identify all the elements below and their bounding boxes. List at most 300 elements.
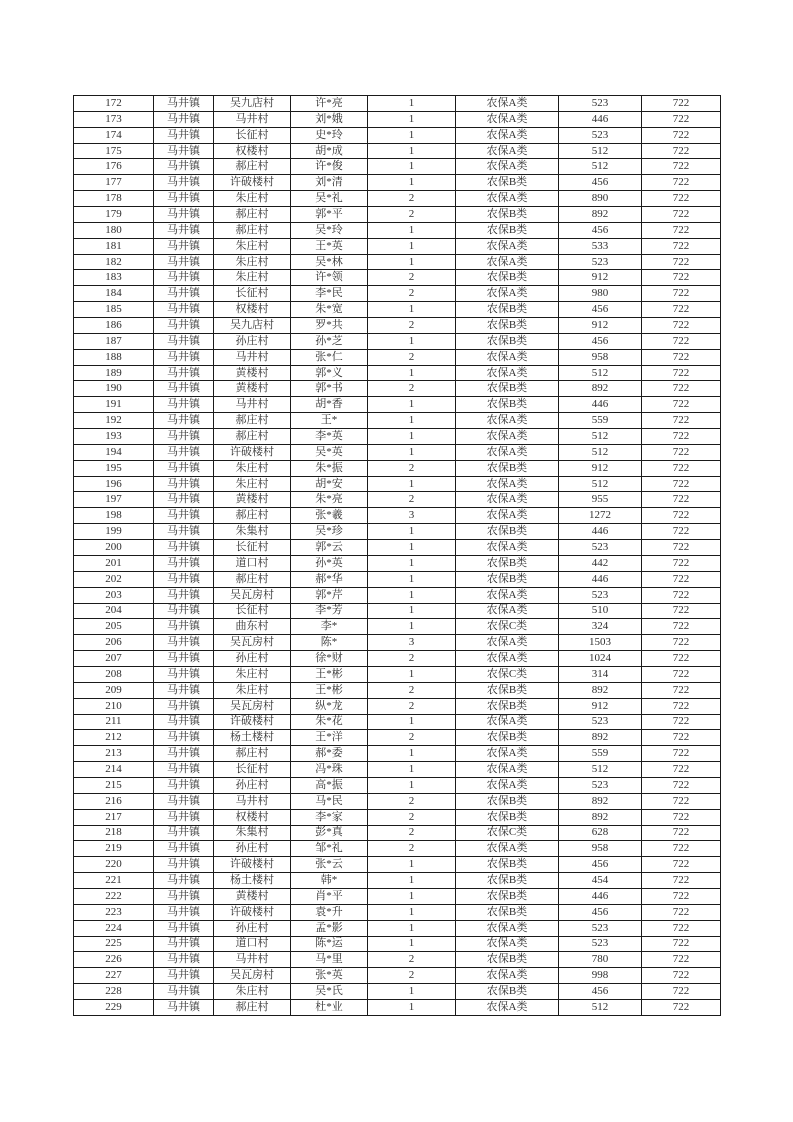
table-row [74, 714, 721, 730]
cell-serial-number: 226 [74, 952, 154, 968]
cell-standard: 722 [642, 984, 721, 1000]
cell-participant-count: 2 [368, 952, 456, 968]
cell-serial-number: 178 [74, 191, 154, 207]
cell-participant-count: 2 [368, 492, 456, 508]
cell-insurance-category: 农保A类 [456, 254, 559, 270]
cell-amount: 523 [559, 96, 642, 112]
cell-serial-number: 212 [74, 730, 154, 746]
cell-town: 马井镇 [154, 191, 214, 207]
cell-serial-number: 210 [74, 698, 154, 714]
cell-amount: 533 [559, 238, 642, 254]
cell-insurance-category: 农保B类 [456, 984, 559, 1000]
cell-serial-number: 187 [74, 333, 154, 349]
cell-participant-count: 1 [368, 571, 456, 587]
cell-amount: 523 [559, 936, 642, 952]
cell-standard: 722 [642, 651, 721, 667]
cell-participant-count: 1 [368, 175, 456, 191]
cell-amount: 1024 [559, 651, 642, 667]
cell-village: 许破楼村 [214, 444, 291, 460]
cell-town: 马井镇 [154, 429, 214, 445]
cell-standard: 722 [642, 841, 721, 857]
cell-village: 黄楼村 [214, 365, 291, 381]
cell-person-name: 杜*业 [291, 999, 368, 1015]
cell-standard: 722 [642, 999, 721, 1015]
cell-village: 权楼村 [214, 302, 291, 318]
cell-serial-number: 206 [74, 635, 154, 651]
cell-amount: 958 [559, 349, 642, 365]
cell-person-name: 高*振 [291, 777, 368, 793]
cell-person-name: 刘*娥 [291, 111, 368, 127]
cell-amount: 512 [559, 365, 642, 381]
cell-standard: 722 [642, 952, 721, 968]
cell-standard: 722 [642, 413, 721, 429]
cell-person-name: 许*领 [291, 270, 368, 286]
cell-standard: 722 [642, 587, 721, 603]
cell-insurance-category: 农保A类 [456, 365, 559, 381]
cell-standard: 722 [642, 936, 721, 952]
cell-standard: 722 [642, 873, 721, 889]
cell-participant-count: 1 [368, 904, 456, 920]
cell-village: 朱庄村 [214, 238, 291, 254]
table-row [74, 254, 721, 270]
cell-serial-number: 202 [74, 571, 154, 587]
cell-person-name: 王*英 [291, 238, 368, 254]
cell-town: 马井镇 [154, 857, 214, 873]
cell-village: 黄楼村 [214, 888, 291, 904]
cell-person-name: 朱*振 [291, 460, 368, 476]
cell-insurance-category: 农保A类 [456, 587, 559, 603]
table-row [74, 635, 721, 651]
cell-standard: 722 [642, 222, 721, 238]
cell-participant-count: 1 [368, 555, 456, 571]
cell-serial-number: 191 [74, 397, 154, 413]
table-row [74, 175, 721, 191]
records-table-body [74, 96, 721, 1016]
cell-participant-count: 1 [368, 714, 456, 730]
cell-village: 孙庄村 [214, 920, 291, 936]
cell-town: 马井镇 [154, 96, 214, 112]
cell-standard: 722 [642, 286, 721, 302]
cell-amount: 912 [559, 270, 642, 286]
cell-participant-count: 1 [368, 888, 456, 904]
cell-insurance-category: 农保B类 [456, 857, 559, 873]
table-row [74, 857, 721, 873]
cell-serial-number: 186 [74, 318, 154, 334]
cell-village: 朱庄村 [214, 666, 291, 682]
cell-insurance-category: 农保C类 [456, 666, 559, 682]
cell-participant-count: 1 [368, 429, 456, 445]
cell-amount: 523 [559, 127, 642, 143]
cell-amount: 892 [559, 207, 642, 223]
table-row [74, 984, 721, 1000]
cell-town: 马井镇 [154, 159, 214, 175]
table-row [74, 619, 721, 635]
cell-person-name: 郝*华 [291, 571, 368, 587]
cell-village: 郝庄村 [214, 508, 291, 524]
cell-amount: 512 [559, 143, 642, 159]
cell-insurance-category: 农保B类 [456, 175, 559, 191]
cell-serial-number: 228 [74, 984, 154, 1000]
cell-town: 马井镇 [154, 809, 214, 825]
cell-town: 马井镇 [154, 762, 214, 778]
cell-person-name: 徐*财 [291, 651, 368, 667]
cell-insurance-category: 农保A类 [456, 349, 559, 365]
cell-serial-number: 181 [74, 238, 154, 254]
cell-person-name: 张*羲 [291, 508, 368, 524]
cell-town: 马井镇 [154, 984, 214, 1000]
cell-village: 朱庄村 [214, 984, 291, 1000]
cell-person-name: 朱*花 [291, 714, 368, 730]
cell-serial-number: 208 [74, 666, 154, 682]
cell-village: 吴瓦房村 [214, 587, 291, 603]
cell-participant-count: 1 [368, 984, 456, 1000]
cell-standard: 722 [642, 635, 721, 651]
cell-insurance-category: 农保B类 [456, 571, 559, 587]
cell-amount: 523 [559, 777, 642, 793]
cell-person-name: 吴*礼 [291, 191, 368, 207]
cell-serial-number: 217 [74, 809, 154, 825]
cell-town: 马井镇 [154, 746, 214, 762]
cell-insurance-category: 农保B类 [456, 270, 559, 286]
cell-village: 吴瓦房村 [214, 698, 291, 714]
cell-standard: 722 [642, 397, 721, 413]
cell-insurance-category: 农保A类 [456, 968, 559, 984]
cell-town: 马井镇 [154, 302, 214, 318]
cell-village: 许破楼村 [214, 175, 291, 191]
table-row [74, 587, 721, 603]
table-row [74, 460, 721, 476]
cell-participant-count: 1 [368, 920, 456, 936]
cell-village: 朱庄村 [214, 460, 291, 476]
cell-person-name: 郭*云 [291, 540, 368, 556]
table-row [74, 777, 721, 793]
table-row [74, 222, 721, 238]
cell-insurance-category: 农保A类 [456, 936, 559, 952]
cell-serial-number: 214 [74, 762, 154, 778]
cell-insurance-category: 农保C类 [456, 619, 559, 635]
cell-person-name: 王*彬 [291, 682, 368, 698]
cell-participant-count: 1 [368, 365, 456, 381]
cell-person-name: 陈*运 [291, 936, 368, 952]
cell-serial-number: 204 [74, 603, 154, 619]
cell-village: 朱集村 [214, 825, 291, 841]
cell-person-name: 郭*芹 [291, 587, 368, 603]
cell-insurance-category: 农保A类 [456, 841, 559, 857]
cell-village: 朱庄村 [214, 682, 291, 698]
cell-amount: 442 [559, 555, 642, 571]
cell-insurance-category: 农保B类 [456, 952, 559, 968]
cell-amount: 512 [559, 429, 642, 445]
cell-amount: 523 [559, 920, 642, 936]
cell-town: 马井镇 [154, 603, 214, 619]
cell-participant-count: 1 [368, 857, 456, 873]
cell-serial-number: 175 [74, 143, 154, 159]
cell-person-name: 张*仁 [291, 349, 368, 365]
cell-village: 郝庄村 [214, 571, 291, 587]
cell-serial-number: 213 [74, 746, 154, 762]
cell-person-name: 张*云 [291, 857, 368, 873]
cell-serial-number: 227 [74, 968, 154, 984]
table-row [74, 207, 721, 223]
cell-town: 马井镇 [154, 666, 214, 682]
cell-participant-count: 1 [368, 762, 456, 778]
cell-village: 朱庄村 [214, 191, 291, 207]
cell-serial-number: 218 [74, 825, 154, 841]
cell-insurance-category: 农保A类 [456, 111, 559, 127]
table-row [74, 444, 721, 460]
cell-town: 马井镇 [154, 349, 214, 365]
cell-serial-number: 197 [74, 492, 154, 508]
cell-village: 吴九店村 [214, 318, 291, 334]
cell-village: 黄楼村 [214, 492, 291, 508]
cell-participant-count: 1 [368, 476, 456, 492]
cell-insurance-category: 农保A类 [456, 96, 559, 112]
cell-participant-count: 1 [368, 999, 456, 1015]
cell-serial-number: 219 [74, 841, 154, 857]
table-row [74, 825, 721, 841]
cell-standard: 722 [642, 857, 721, 873]
cell-person-name: 孟*影 [291, 920, 368, 936]
cell-standard: 722 [642, 666, 721, 682]
cell-village: 马井村 [214, 349, 291, 365]
cell-insurance-category: 农保A类 [456, 429, 559, 445]
cell-person-name: 马*里 [291, 952, 368, 968]
cell-amount: 446 [559, 571, 642, 587]
cell-serial-number: 190 [74, 381, 154, 397]
cell-standard: 722 [642, 714, 721, 730]
table-row [74, 999, 721, 1015]
table-row [74, 555, 721, 571]
cell-town: 马井镇 [154, 492, 214, 508]
cell-town: 马井镇 [154, 175, 214, 191]
table-row [74, 841, 721, 857]
cell-village: 马井村 [214, 952, 291, 968]
cell-insurance-category: 农保A类 [456, 746, 559, 762]
cell-standard: 722 [642, 207, 721, 223]
table-row [74, 873, 721, 889]
cell-amount: 780 [559, 952, 642, 968]
cell-village: 权楼村 [214, 143, 291, 159]
cell-standard: 722 [642, 777, 721, 793]
table-row [74, 952, 721, 968]
cell-person-name: 袁*升 [291, 904, 368, 920]
cell-participant-count: 1 [368, 222, 456, 238]
cell-town: 马井镇 [154, 777, 214, 793]
cell-person-name: 朱*亮 [291, 492, 368, 508]
table-row [74, 191, 721, 207]
cell-insurance-category: 农保B类 [456, 333, 559, 349]
cell-person-name: 李* [291, 619, 368, 635]
cell-amount: 512 [559, 999, 642, 1015]
table-row [74, 238, 721, 254]
cell-amount: 890 [559, 191, 642, 207]
cell-serial-number: 223 [74, 904, 154, 920]
cell-amount: 314 [559, 666, 642, 682]
table-row [74, 492, 721, 508]
cell-serial-number: 229 [74, 999, 154, 1015]
cell-person-name: 王*洋 [291, 730, 368, 746]
cell-person-name: 郭*义 [291, 365, 368, 381]
cell-participant-count: 1 [368, 873, 456, 889]
table-row [74, 793, 721, 809]
cell-person-name: 史*玲 [291, 127, 368, 143]
cell-person-name: 陈* [291, 635, 368, 651]
cell-town: 马井镇 [154, 318, 214, 334]
cell-village: 孙庄村 [214, 777, 291, 793]
cell-person-name: 朱*宽 [291, 302, 368, 318]
cell-serial-number: 198 [74, 508, 154, 524]
cell-town: 马井镇 [154, 476, 214, 492]
cell-village: 吴瓦房村 [214, 635, 291, 651]
cell-amount: 456 [559, 175, 642, 191]
cell-amount: 523 [559, 587, 642, 603]
cell-serial-number: 220 [74, 857, 154, 873]
cell-insurance-category: 农保A类 [456, 508, 559, 524]
cell-participant-count: 2 [368, 191, 456, 207]
cell-amount: 523 [559, 540, 642, 556]
cell-standard: 722 [642, 920, 721, 936]
table-row [74, 318, 721, 334]
cell-town: 马井镇 [154, 111, 214, 127]
cell-village: 郝庄村 [214, 413, 291, 429]
cell-amount: 510 [559, 603, 642, 619]
cell-insurance-category: 农保A类 [456, 476, 559, 492]
cell-person-name: 王*彬 [291, 666, 368, 682]
cell-participant-count: 2 [368, 698, 456, 714]
cell-serial-number: 203 [74, 587, 154, 603]
table-row [74, 603, 721, 619]
cell-person-name: 纵*龙 [291, 698, 368, 714]
table-row [74, 730, 721, 746]
cell-amount: 456 [559, 222, 642, 238]
cell-person-name: 吴*珍 [291, 524, 368, 540]
cell-person-name: 吴*玲 [291, 222, 368, 238]
cell-insurance-category: 农保A类 [456, 159, 559, 175]
table-row [74, 762, 721, 778]
cell-village: 曲东村 [214, 619, 291, 635]
cell-standard: 722 [642, 492, 721, 508]
table-row [74, 920, 721, 936]
cell-standard: 722 [642, 191, 721, 207]
records-table [73, 95, 721, 1016]
cell-village: 许破楼村 [214, 714, 291, 730]
cell-town: 马井镇 [154, 825, 214, 841]
cell-amount: 512 [559, 159, 642, 175]
cell-village: 郝庄村 [214, 222, 291, 238]
cell-participant-count: 1 [368, 603, 456, 619]
cell-serial-number: 179 [74, 207, 154, 223]
cell-serial-number: 195 [74, 460, 154, 476]
cell-participant-count: 2 [368, 286, 456, 302]
cell-serial-number: 194 [74, 444, 154, 460]
cell-amount: 446 [559, 111, 642, 127]
cell-amount: 892 [559, 730, 642, 746]
cell-person-name: 吴*氏 [291, 984, 368, 1000]
cell-town: 马井镇 [154, 841, 214, 857]
cell-amount: 446 [559, 888, 642, 904]
cell-village: 许破楼村 [214, 857, 291, 873]
cell-standard: 722 [642, 270, 721, 286]
cell-standard: 722 [642, 730, 721, 746]
cell-serial-number: 205 [74, 619, 154, 635]
cell-village: 马井村 [214, 111, 291, 127]
cell-amount: 456 [559, 333, 642, 349]
cell-village: 长征村 [214, 603, 291, 619]
table-row [74, 571, 721, 587]
cell-standard: 722 [642, 318, 721, 334]
cell-person-name: 李*民 [291, 286, 368, 302]
table-row [74, 651, 721, 667]
cell-person-name: 许*亮 [291, 96, 368, 112]
cell-person-name: 胡*安 [291, 476, 368, 492]
table-row [74, 904, 721, 920]
table-row [74, 508, 721, 524]
cell-person-name: 李*家 [291, 809, 368, 825]
cell-amount: 912 [559, 460, 642, 476]
table-row [74, 270, 721, 286]
cell-participant-count: 2 [368, 730, 456, 746]
cell-town: 马井镇 [154, 143, 214, 159]
cell-person-name: 张*英 [291, 968, 368, 984]
cell-insurance-category: 农保B类 [456, 381, 559, 397]
cell-amount: 1272 [559, 508, 642, 524]
cell-participant-count: 1 [368, 333, 456, 349]
cell-insurance-category: 农保B类 [456, 873, 559, 889]
cell-standard: 722 [642, 143, 721, 159]
cell-participant-count: 1 [368, 302, 456, 318]
cell-village: 吴九店村 [214, 96, 291, 112]
cell-standard: 722 [642, 571, 721, 587]
cell-serial-number: 196 [74, 476, 154, 492]
cell-town: 马井镇 [154, 952, 214, 968]
cell-serial-number: 189 [74, 365, 154, 381]
cell-serial-number: 201 [74, 555, 154, 571]
cell-participant-count: 2 [368, 207, 456, 223]
cell-town: 马井镇 [154, 365, 214, 381]
cell-village: 孙庄村 [214, 841, 291, 857]
cell-town: 马井镇 [154, 904, 214, 920]
cell-standard: 722 [642, 349, 721, 365]
cell-serial-number: 180 [74, 222, 154, 238]
cell-insurance-category: 农保A类 [456, 191, 559, 207]
cell-person-name: 李*芳 [291, 603, 368, 619]
cell-amount: 628 [559, 825, 642, 841]
cell-standard: 722 [642, 968, 721, 984]
cell-town: 马井镇 [154, 207, 214, 223]
cell-village: 朱庄村 [214, 270, 291, 286]
cell-person-name: 孙*芝 [291, 333, 368, 349]
cell-standard: 722 [642, 809, 721, 825]
cell-serial-number: 183 [74, 270, 154, 286]
cell-amount: 456 [559, 984, 642, 1000]
cell-insurance-category: 农保B类 [456, 793, 559, 809]
cell-village: 朱集村 [214, 524, 291, 540]
cell-village: 郝庄村 [214, 159, 291, 175]
cell-town: 马井镇 [154, 540, 214, 556]
cell-standard: 722 [642, 793, 721, 809]
table-row [74, 413, 721, 429]
cell-town: 马井镇 [154, 286, 214, 302]
cell-insurance-category: 农保B类 [456, 555, 559, 571]
cell-standard: 722 [642, 524, 721, 540]
cell-town: 马井镇 [154, 524, 214, 540]
cell-person-name: 罗*共 [291, 318, 368, 334]
cell-participant-count: 1 [368, 777, 456, 793]
cell-village: 马井村 [214, 397, 291, 413]
cell-serial-number: 221 [74, 873, 154, 889]
cell-standard: 722 [642, 96, 721, 112]
cell-town: 马井镇 [154, 999, 214, 1015]
